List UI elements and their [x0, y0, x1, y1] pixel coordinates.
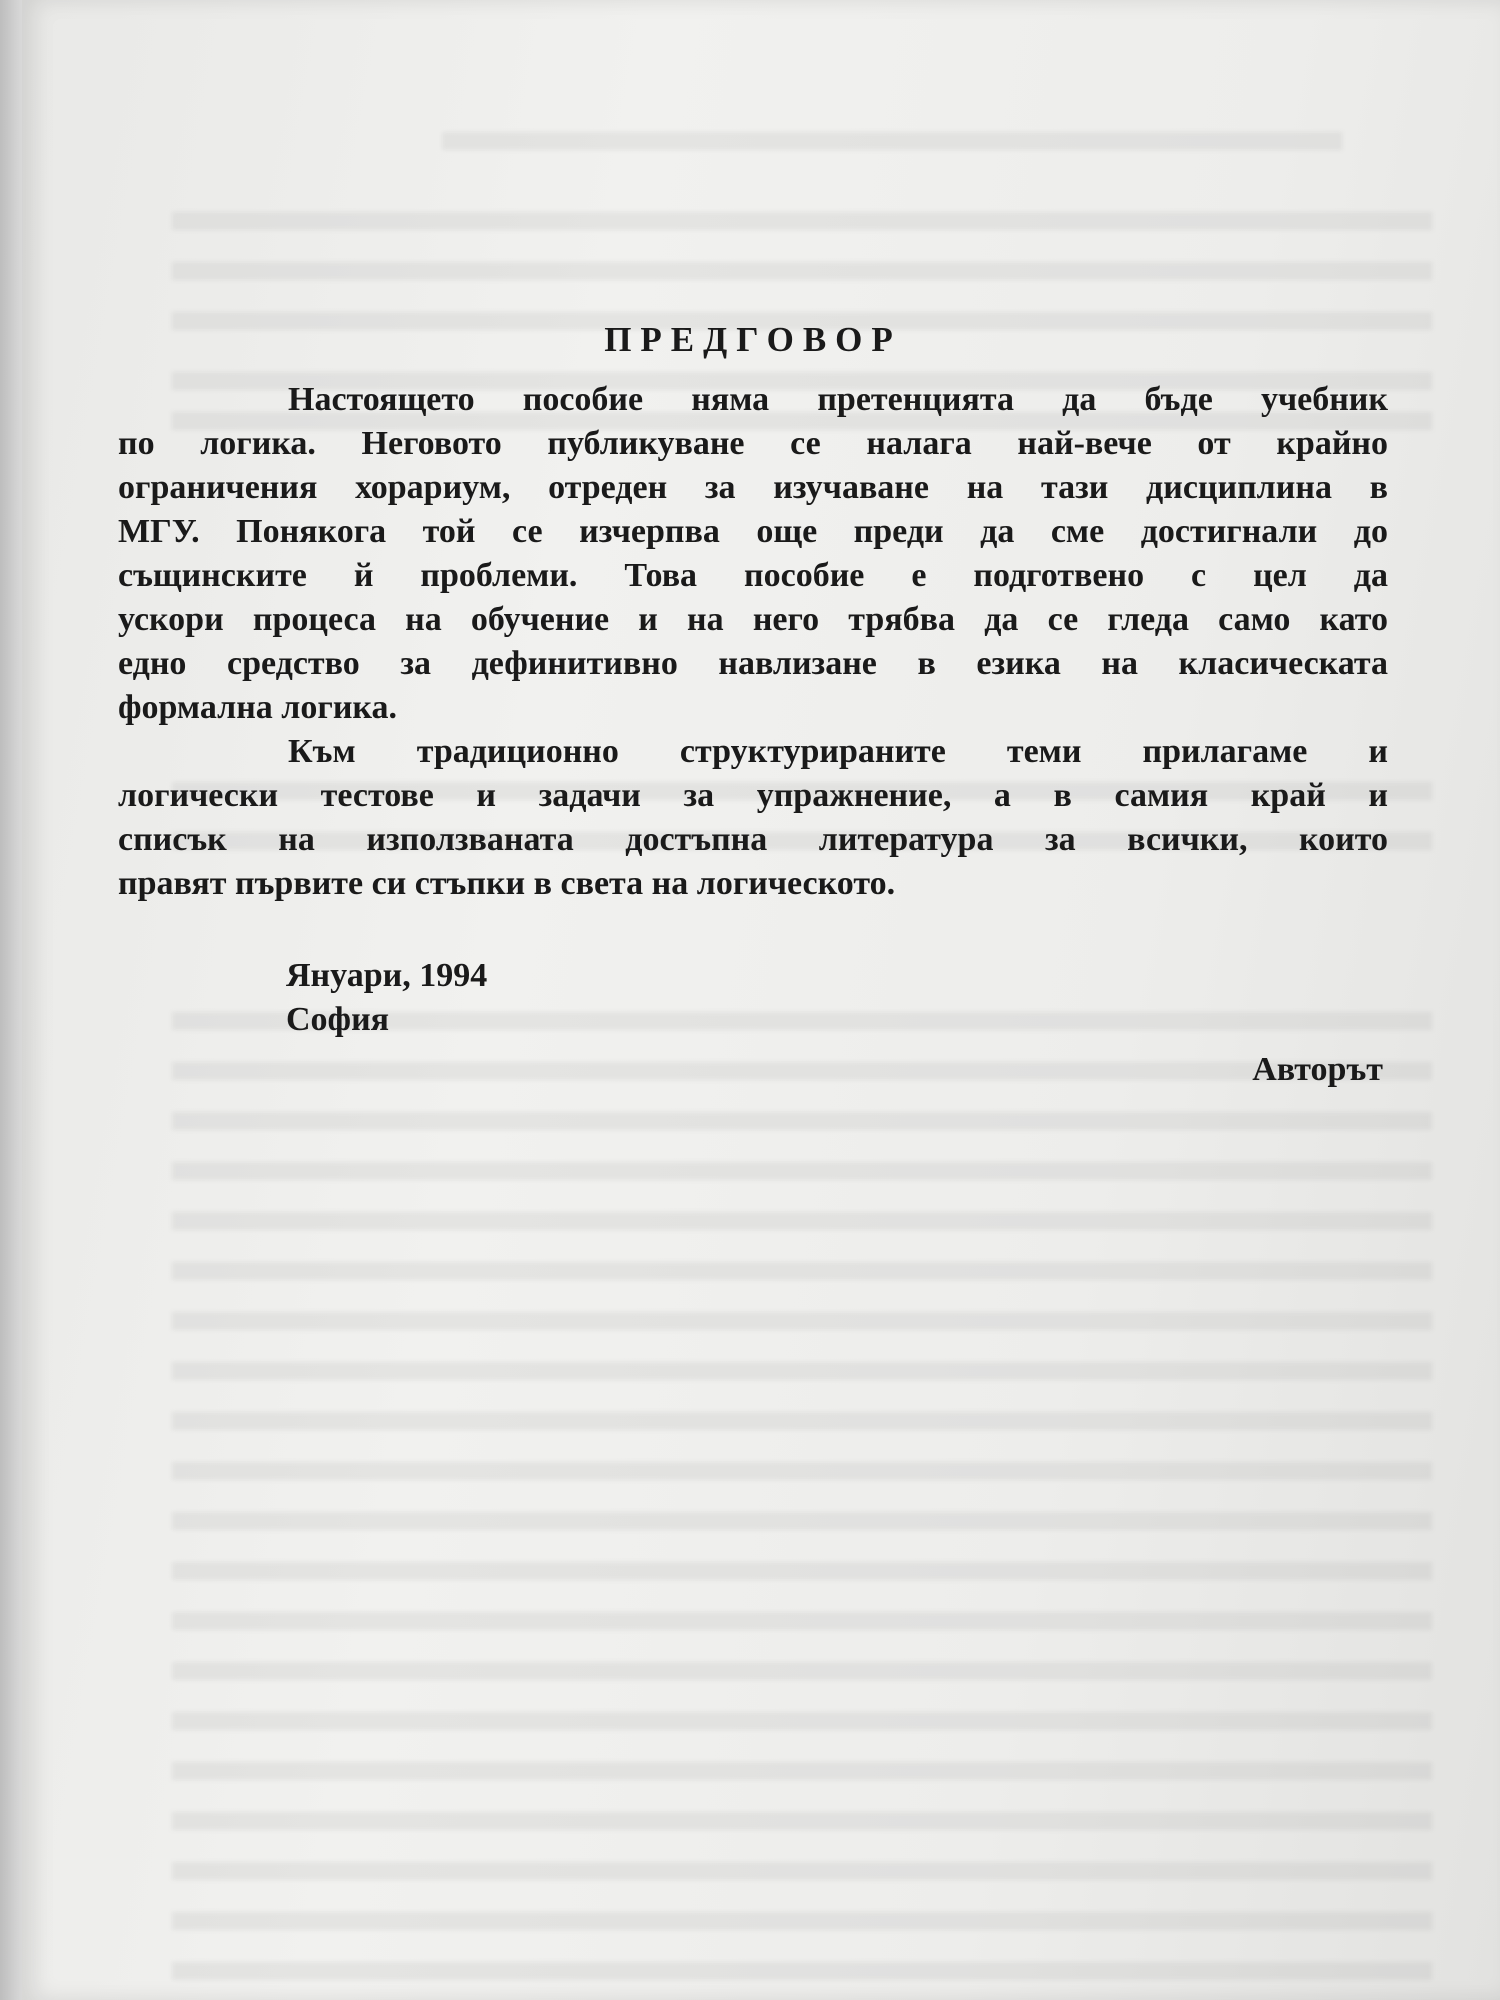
preface-title: ПРЕДГОВОР	[604, 320, 902, 359]
spacer	[118, 906, 1388, 954]
paragraph-1-line: МГУ. Понякога той се изчерпва още преди да сме достигнали до	[118, 513, 1388, 550]
paragraph-2	[118, 730, 1388, 906]
paragraph-1-line: ускори процеса на обучение и на него трябва да се гледа само като	[118, 601, 1388, 638]
paragraph-2-line: Към традиционно структурираните теми прилагаме и	[288, 733, 1388, 770]
date-place-block	[286, 954, 1388, 1042]
paragraph-1-line: по логика. Неговото публикуване се налага най-вече от крайно	[118, 425, 1388, 462]
paragraph-1-line: формална логика.	[118, 689, 397, 726]
date: Януари, 1994	[286, 957, 488, 994]
paragraph-2-line: логически тестове и задачи за упражнение, а в самия край и	[118, 777, 1388, 814]
paragraph-2-line: списък на използваната достъпна литература за всички, които	[118, 821, 1388, 858]
page-edge-shadow	[0, 0, 22, 2000]
paragraph-1-line: едно средство за дефинитивно навлизане в езика на класическата	[118, 645, 1388, 682]
author-signature: Авторът	[1252, 1051, 1383, 1088]
preface-content	[118, 320, 1388, 1092]
paragraph-1	[118, 378, 1388, 730]
paragraph-1-line: ограничения хорариум, отреден за изучаване на тази дисциплина в	[118, 469, 1388, 506]
paragraph-2-line: правят първите си стъпки в света на логическото.	[118, 865, 896, 902]
place: София	[286, 1001, 390, 1038]
paragraph-1-line: Настоящето пособие няма претенцията да бъде учебник	[288, 381, 1388, 418]
paragraph-1-line: същинските й проблеми. Това пособие е подготвено с цел да	[118, 557, 1388, 594]
